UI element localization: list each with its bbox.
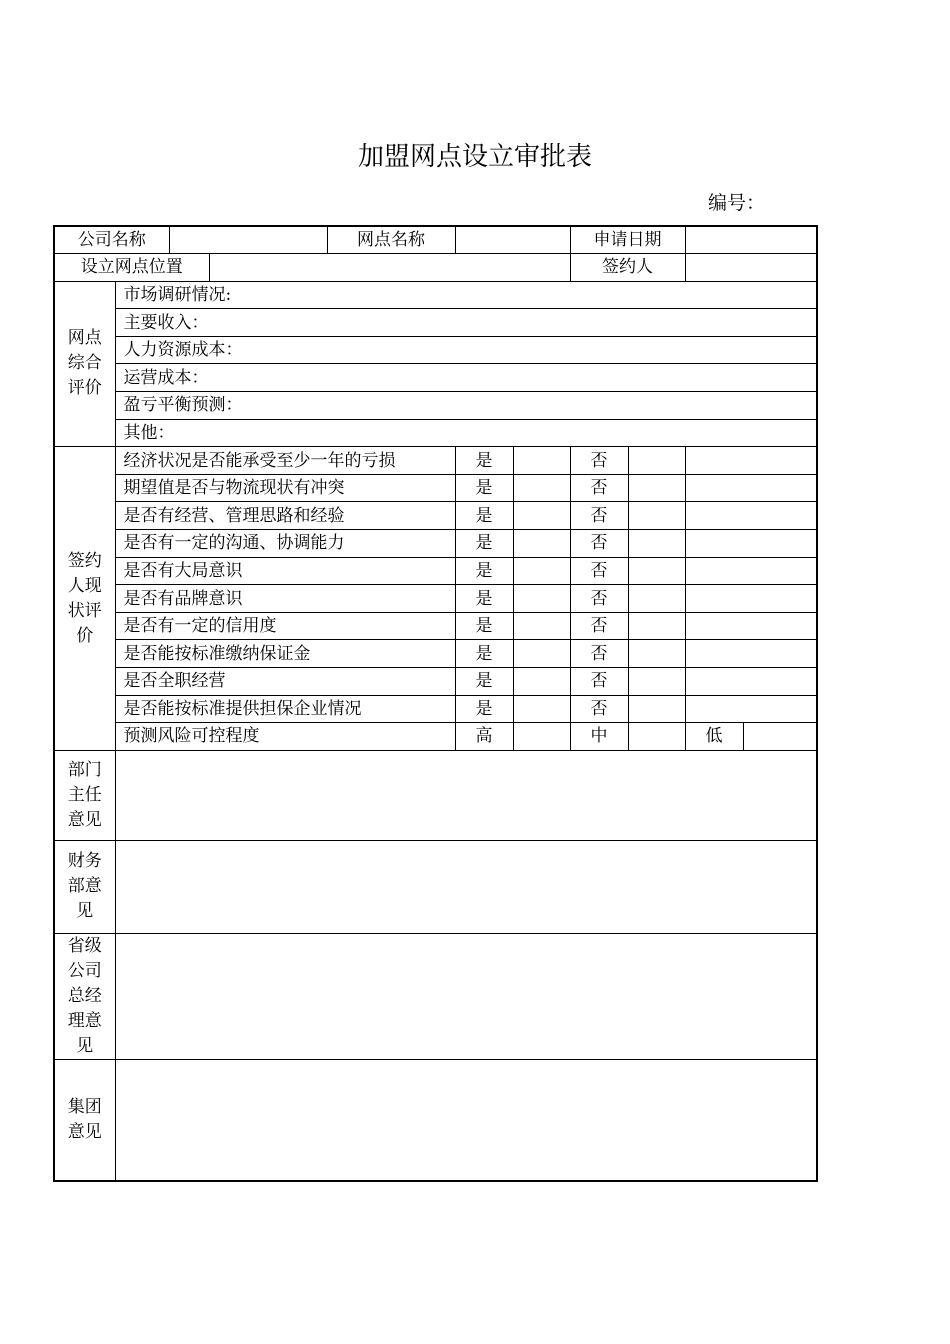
criterion-label: 期望值是否与物流现状有冲突	[115, 474, 455, 502]
evaluation-row	[54, 364, 817, 392]
yes-label: 是	[455, 668, 513, 696]
signer-eval-row	[54, 640, 817, 668]
form-number-label: 编号：	[708, 192, 766, 214]
finance-opinion-label: 财务 部意 见	[54, 840, 115, 933]
group-opinion-row	[54, 1059, 817, 1181]
yes-checkbox-cell[interactable]	[513, 668, 570, 696]
remark-cell[interactable]	[685, 612, 817, 640]
no-label: 否	[570, 474, 628, 502]
yes-label: 是	[455, 640, 513, 668]
risk-mid-cell[interactable]	[628, 723, 685, 751]
signer-eval-section-label: 签约 人现 状评 价	[54, 447, 115, 751]
dept-opinion-row	[54, 750, 817, 840]
apply-date-label: 申请日期	[570, 226, 685, 254]
evaluation-item[interactable]: 主要收入：	[115, 309, 817, 337]
risk-low-label: 低	[685, 723, 743, 751]
remark-cell[interactable]	[685, 668, 817, 696]
remark-cell[interactable]	[685, 557, 817, 585]
evaluation-row	[54, 419, 817, 447]
location-field[interactable]	[209, 254, 570, 282]
gm-opinion-row	[54, 933, 817, 1059]
no-checkbox-cell[interactable]	[628, 585, 685, 613]
yes-checkbox-cell[interactable]	[513, 585, 570, 613]
no-label: 否	[570, 557, 628, 585]
no-label: 否	[570, 585, 628, 613]
risk-low-cell[interactable]	[743, 723, 817, 751]
yes-checkbox-cell[interactable]	[513, 640, 570, 668]
yes-label: 是	[455, 557, 513, 585]
yes-checkbox-cell[interactable]	[513, 447, 570, 475]
signer-field[interactable]	[685, 254, 817, 282]
no-checkbox-cell[interactable]	[628, 612, 685, 640]
risk-label: 预测风险可控程度	[115, 723, 455, 751]
criterion-label: 是否有品牌意识	[115, 585, 455, 613]
criterion-label: 是否有一定的信用度	[115, 612, 455, 640]
outlet-name-field[interactable]	[455, 226, 570, 254]
yes-checkbox-cell[interactable]	[513, 557, 570, 585]
criterion-label: 是否有大局意识	[115, 557, 455, 585]
yes-checkbox-cell[interactable]	[513, 474, 570, 502]
yes-label: 是	[455, 447, 513, 475]
remark-cell[interactable]	[685, 474, 817, 502]
group-opinion-field[interactable]	[115, 1059, 817, 1181]
signer-eval-row	[54, 557, 817, 585]
header-row-1	[54, 226, 817, 254]
no-label: 否	[570, 530, 628, 558]
no-checkbox-cell[interactable]	[628, 668, 685, 696]
yes-label: 是	[455, 502, 513, 530]
risk-mid-label: 中	[570, 723, 628, 751]
no-checkbox-cell[interactable]	[628, 640, 685, 668]
evaluation-row	[54, 392, 817, 420]
evaluation-row	[54, 336, 817, 364]
signer-eval-row	[54, 530, 817, 558]
outlet-name-label: 网点名称	[327, 226, 455, 254]
company-name-field[interactable]	[169, 226, 327, 254]
company-name-label: 公司名称	[54, 226, 169, 254]
criterion-label: 是否能按标准提供担保企业情况	[115, 695, 455, 723]
criterion-label: 是否有经营、管理思路和经验	[115, 502, 455, 530]
yes-label: 是	[455, 474, 513, 502]
gm-opinion-label: 省级 公司 总经 理意 见	[54, 933, 115, 1059]
evaluation-row	[54, 309, 817, 337]
no-checkbox-cell[interactable]	[628, 695, 685, 723]
group-opinion-label: 集团 意见	[54, 1059, 115, 1181]
evaluation-item[interactable]: 盈亏平衡预测：	[115, 392, 817, 420]
remark-cell[interactable]	[685, 585, 817, 613]
yes-label: 是	[455, 612, 513, 640]
criterion-label: 经济状况是否能承受至少一年的亏损	[115, 447, 455, 475]
criterion-label: 是否有一定的沟通、协调能力	[115, 530, 455, 558]
apply-date-field[interactable]	[685, 226, 817, 254]
signer-eval-row	[54, 585, 817, 613]
yes-checkbox-cell[interactable]	[513, 530, 570, 558]
yes-checkbox-cell[interactable]	[513, 612, 570, 640]
no-label: 否	[570, 612, 628, 640]
no-label: 否	[570, 502, 628, 530]
yes-checkbox-cell[interactable]	[513, 695, 570, 723]
yes-label: 是	[455, 530, 513, 558]
signer-eval-row	[54, 447, 817, 475]
no-label: 否	[570, 447, 628, 475]
dept-opinion-label: 部门 主任 意见	[54, 750, 115, 840]
evaluation-item[interactable]: 其他：	[115, 419, 817, 447]
no-checkbox-cell[interactable]	[628, 447, 685, 475]
dept-opinion-field[interactable]	[115, 750, 817, 840]
remark-cell[interactable]	[685, 640, 817, 668]
criterion-label: 是否能按标准缴纳保证金	[115, 640, 455, 668]
risk-row	[54, 723, 817, 751]
no-label: 否	[570, 640, 628, 668]
evaluation-row	[54, 281, 817, 309]
evaluation-item[interactable]: 人力资源成本：	[115, 336, 817, 364]
no-checkbox-cell[interactable]	[628, 530, 685, 558]
signer-eval-row	[54, 612, 817, 640]
remark-cell[interactable]	[685, 695, 817, 723]
no-label: 否	[570, 695, 628, 723]
no-checkbox-cell[interactable]	[628, 502, 685, 530]
yes-label: 是	[455, 695, 513, 723]
signer-eval-row	[54, 474, 817, 502]
criterion-label: 是否全职经营	[115, 668, 455, 696]
risk-high-label: 高	[455, 723, 513, 751]
yes-checkbox-cell[interactable]	[513, 502, 570, 530]
location-label: 设立网点位置	[54, 254, 209, 282]
signer-eval-row	[54, 502, 817, 530]
remark-cell[interactable]	[685, 502, 817, 530]
approval-form-table	[53, 225, 818, 1182]
no-checkbox-cell[interactable]	[628, 474, 685, 502]
evaluation-section-label: 网点 综合 评价	[54, 281, 115, 447]
finance-opinion-row	[54, 840, 817, 933]
signer-label: 签约人	[570, 254, 685, 282]
signer-eval-row	[54, 695, 817, 723]
no-checkbox-cell[interactable]	[628, 557, 685, 585]
evaluation-item[interactable]: 运营成本：	[115, 364, 817, 392]
no-label: 否	[570, 668, 628, 696]
gm-opinion-field[interactable]	[115, 933, 817, 1059]
remark-cell[interactable]	[685, 447, 817, 475]
remark-cell[interactable]	[685, 530, 817, 558]
header-row-2	[54, 254, 817, 282]
risk-high-cell[interactable]	[513, 723, 570, 751]
finance-opinion-field[interactable]	[115, 840, 817, 933]
yes-label: 是	[455, 585, 513, 613]
form-title: 加盟网点设立审批表	[357, 142, 592, 172]
evaluation-item[interactable]: 市场调研情况:	[115, 281, 817, 309]
signer-eval-row	[54, 668, 817, 696]
